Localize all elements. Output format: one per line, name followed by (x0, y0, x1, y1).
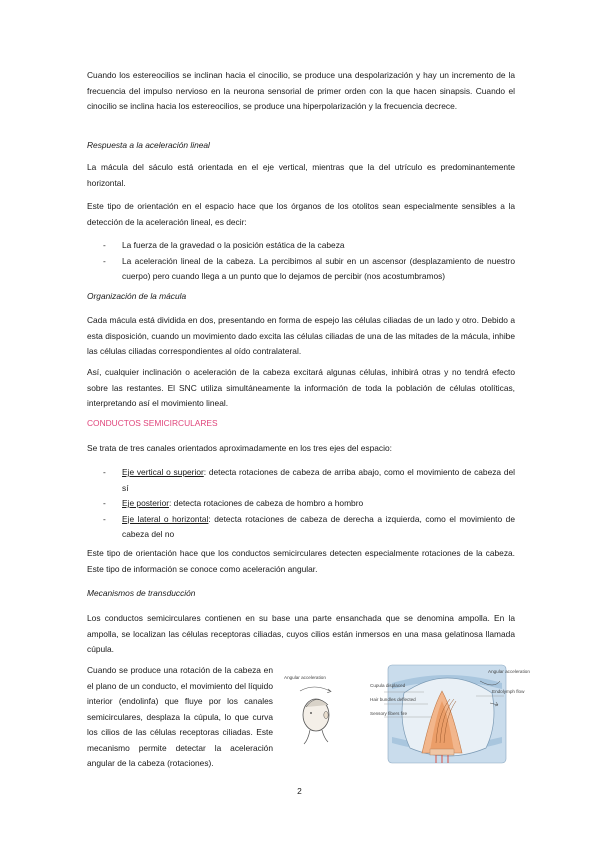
paragraph-inclinacion-cabeza: Así, cualquier inclinación o aceleración de la cabeza excitará algunas células, inhibirá otras y no tendrá efecto sobre las restantes. El SNC utiliza simultáneamente la información de toda la población de células otolíticas, interpretando así el movimiento lineal. (87, 367, 515, 408)
ampulla-illustration (280, 663, 530, 765)
term-eje-vertical: Eje vertical o superior (122, 467, 204, 477)
paragraph-aceleracion-angular: Este tipo de orientación hace que los conductos semicirculares detecten especialmente rotaciones de la cabeza. Este tipo de información se conoce como aceleración angular. (87, 548, 515, 574)
paragraph-ampolla: Los conductos semicirculares contienen en su base una parte ensanchada que se denomina ampolla. En la ampolla, se localizan las células receptoras ciliadas, cuyos cilios están inmersos en una masa gelatinosa llamada cúpula. (87, 613, 515, 654)
page-number: 2 (297, 786, 302, 796)
list-item: - La aceleración lineal de la cabeza. La percibimos al subir en un ascensor (desplazamiento de nuestro cuerpo) pero cuando llega a un punto que lo dejamos de percibir (nos acostumbramos) (87, 254, 515, 285)
heading-mecanismos-transduccion: Mecanismos de transducción (87, 588, 196, 598)
term-eje-posterior: Eje posterior (122, 498, 170, 508)
paragraph-macula-dividida: Cada mácula está dividida en dos, presentando en forma de espejo las células ciliadas de un lado y otro. Debido a esta disposición, cuando un movimiento dado excita las células ciliadas de una de las mitades de la mácula, inhibe las células ciliadas correspondientes al oído contralateral. (87, 315, 515, 356)
paragraph-tres-canales: Se trata de tres canales orientados aproximadamente en los tres ejes del espacio: (87, 443, 392, 453)
paragraph-rotacion-cabeza: Cuando se produce una rotación de la cabeza en el plano de un conducto, el movimiento del líquido interior (endolinfa) que fluye por los canales semicirculares, desplaza la cúpula, lo que curva los cilios de las células receptoras ciliadas. Este mecanismo permite detectar la aceleración angular de la cabeza (rotaciones). (87, 665, 273, 768)
list-item (87, 465, 515, 496)
heading-respuesta-lineal: Respuesta a la aceleración lineal (87, 140, 210, 150)
list-item-text: : detecta rotaciones de cabeza de arriba abajo, como el movimiento de cabeza del sí (122, 467, 515, 493)
head-drawing (300, 687, 331, 744)
paragraph-despolarizacion: Cuando los estereocilios se inclinan hacia el cinocilio, se produce una despolarización y hay un incremento de la frecuencia del impulso nervioso en la neurona sensorial de primer orden con la que hacen sinapsis. Cuando el cinocilio se inclina hacia los estereocilios, se produce una hiperpolarización y la frecuencia decrece. (87, 70, 515, 111)
label-cupula: Cupula displaced (370, 683, 406, 688)
label-endolymph: Endolymph flow (492, 689, 525, 694)
list-item: - La fuerza de la gravedad o la posición estática de la cabeza (87, 238, 515, 254)
label-hair-bundles: Hair bundles deflected (370, 697, 416, 702)
list-item-text: : detecta rotaciones de cabeza de hombro a hombro (169, 498, 364, 508)
heading-conductos-semicirculares: CONDUCTOS SEMICIRCULARES (87, 418, 218, 428)
label-sensory-fibers: Sensory fibers fire (370, 711, 408, 716)
list-ejes (87, 465, 515, 543)
paragraph-macula-saculo: La mácula del sáculo está orientada en el eje vertical, mientras que la del utrículo es predominantemente horizontal. (87, 162, 515, 188)
heading-organizacion-macula: Organización de la mácula (87, 291, 187, 301)
list-item (87, 512, 515, 543)
term-eje-lateral: Eje lateral o horizontal (122, 513, 209, 524)
label-angular-left: Angular acceleration (284, 675, 326, 680)
list-item (87, 496, 515, 512)
paragraph-orientacion-otolitos: Este tipo de orientación en el espacio hace que los órganos de los otolitos sean especialmente sensibles a la detección de la aceleración lineal, es decir: (87, 201, 515, 227)
list-aceleracion-lineal (87, 238, 515, 285)
label-angular-right: Angular acceleration (488, 669, 530, 674)
list-item-text: : detecta rotaciones de cabeza de derecha a izquierda, como el movimiento de cabeza del no (122, 513, 515, 539)
figure-ampolla-cupula (280, 663, 530, 765)
